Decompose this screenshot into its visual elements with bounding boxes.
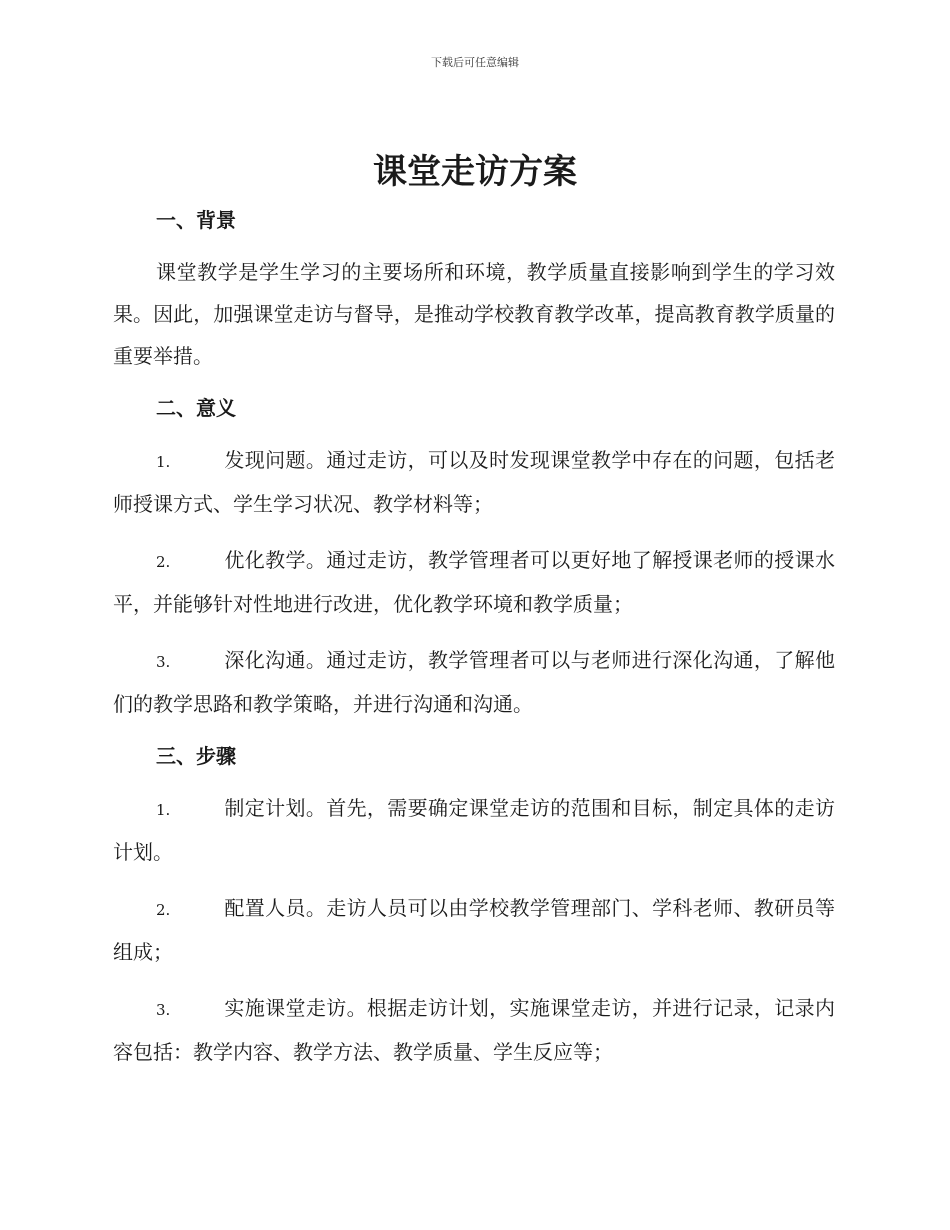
document-title: 课堂走访方案 — [373, 152, 577, 192]
page-header-note: 下载后可任意编辑 — [431, 56, 519, 69]
list-item-text: 配置人员。走访人员可以由学校教学管理部门、学科老师、教研员等组成； — [113, 896, 835, 964]
list-item — [113, 987, 835, 1073]
list-item — [113, 539, 835, 625]
list-item-text: 实施课堂走访。根据走访计划，实施课堂走访，并进行记录，记录内容包括：教学内容、教学方法、教学质量、学生反应等； — [113, 996, 835, 1064]
background-paragraph: 课堂教学是学生学习的主要场所和环境，教学质量直接影响到学生的学习效果。因此，加强课堂走访与督导，是推动学校教育教学改革，提高教育教学质量的重要举措。 — [113, 260, 835, 368]
list-item-text: 发现问题。通过走访，可以及时发现课堂教学中存在的问题，包括老师授课方式、学生学习状况、教学材料等； — [113, 448, 835, 516]
list-item-text: 深化沟通。通过走访，教学管理者可以与老师进行深化沟通，了解他们的教学思路和教学策略，并进行沟通和沟通。 — [113, 648, 835, 716]
list-number: 2. — [156, 553, 171, 571]
list-item — [113, 887, 835, 973]
list-number: 1. — [156, 801, 171, 819]
list-number: 2. — [156, 901, 171, 919]
list-number: 3. — [156, 653, 171, 671]
list-number: 1. — [156, 453, 171, 471]
list-item-text: 制定计划。首先，需要确定课堂走访的范围和目标，制定具体的走访计划。 — [113, 796, 835, 864]
list-item — [113, 439, 835, 525]
section-heading-significance: 二、意义 — [156, 396, 236, 420]
list-item-text: 优化教学。通过走访，教学管理者可以更好地了解授课老师的授课水平，并能够针对性地进行改进，优化教学环境和教学质量； — [113, 548, 835, 616]
document-body — [113, 203, 835, 1073]
section-heading-background: 一、背景 — [156, 208, 236, 232]
list-item — [113, 639, 835, 725]
list-number: 3. — [156, 1001, 171, 1019]
section-heading-steps: 三、步骤 — [156, 744, 236, 768]
list-item — [113, 787, 835, 873]
